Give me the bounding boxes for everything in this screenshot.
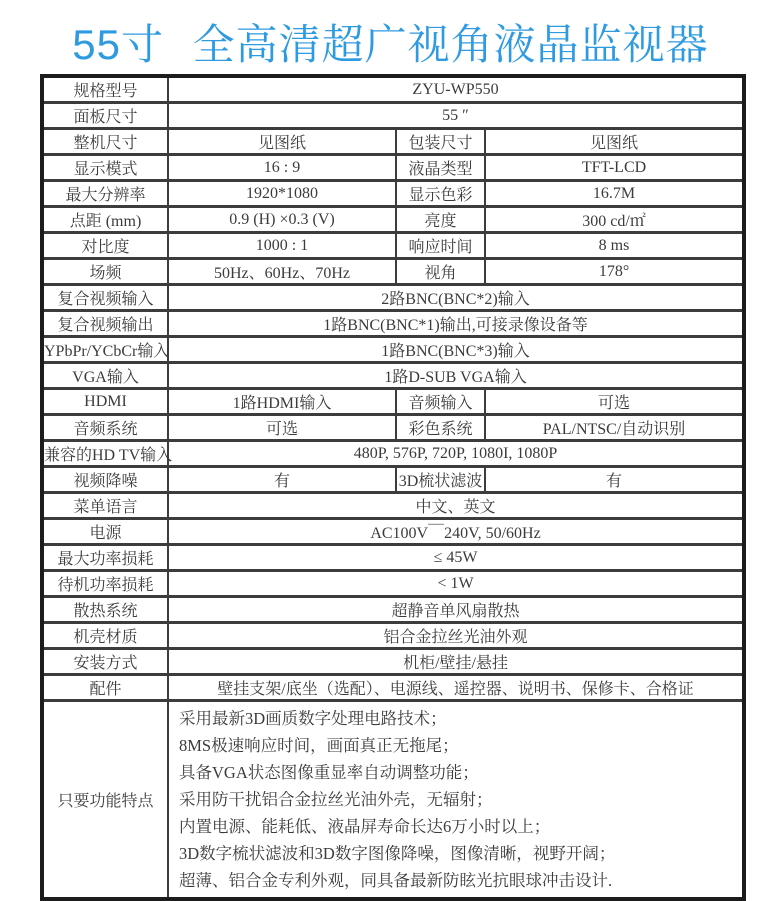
spec-value-cell: 300 cd/㎡: [485, 207, 744, 233]
spec-value-cell: 16 : 9: [168, 155, 396, 181]
spec-value-cell: 0.9 (H) ×0.3 (V): [168, 207, 396, 233]
spec-value-cell: 16.7M: [485, 181, 744, 207]
spec-label-cell: 复合视频输出: [42, 311, 168, 337]
spec-value-cell: 可选: [168, 415, 396, 441]
feature-line: 8MS极速响应时间，画面真正无拖尾；: [179, 736, 459, 755]
spec-label-cell: 视角: [396, 259, 485, 285]
spec-value-cell: 1路BNC(BNC*3)输入: [168, 337, 744, 363]
spec-value-cell: 1路D-SUB VGA输入: [168, 363, 744, 389]
table-row: [42, 363, 744, 389]
spec-value-cell: 1路BNC(BNC*1)输出,可接录像设备等: [168, 311, 744, 337]
table-row: [42, 155, 744, 181]
spec-label-cell: 规格型号: [42, 76, 168, 103]
table-row: [42, 545, 744, 571]
spec-label-cell: 菜单语言: [42, 493, 168, 519]
spec-value-cell: 有: [485, 467, 744, 493]
feature-line: 采用最新3D画质数字处理电路技术；: [179, 709, 447, 728]
spec-label-cell: 机壳材质: [42, 623, 168, 649]
table-row: [42, 337, 744, 363]
spec-label-cell: 点距 (mm): [42, 207, 168, 233]
features-value-cell: [168, 701, 744, 900]
feature-line: 内置电源、能耗低、液晶屏寿命长达6万小时以上；: [179, 817, 551, 836]
spec-label-cell: 待机功率损耗: [42, 571, 168, 597]
spec-label-cell: 液晶类型: [396, 155, 485, 181]
spec-label-cell: 对比度: [42, 233, 168, 259]
spec-label-cell: YPbPr/YCbCr输入: [42, 337, 168, 363]
table-row: [42, 441, 744, 467]
spec-label-cell: 配件: [42, 675, 168, 701]
table-row: [42, 649, 744, 675]
table-row: [42, 389, 744, 415]
spec-label-cell: 场频: [42, 259, 168, 285]
spec-label-cell: VGA输入: [42, 363, 168, 389]
table-row: [42, 207, 744, 233]
spec-label-cell: 显示色彩: [396, 181, 485, 207]
spec-label-cell: 兼容的HD TV输入: [42, 441, 168, 467]
spec-value-cell: 480P, 576P, 720P, 1080I, 1080P: [168, 441, 744, 467]
table-row: [42, 181, 744, 207]
spec-label-cell: 彩色系统: [396, 415, 485, 441]
spec-label-cell: 最大分辨率: [42, 181, 168, 207]
table-row: [42, 467, 744, 493]
table-row-features: [42, 701, 744, 900]
spec-label-cell: 最大功率损耗: [42, 545, 168, 571]
spec-value-cell: 55 ″: [168, 103, 744, 129]
spec-value-cell: 见图纸: [485, 129, 744, 155]
feature-line: 具备VGA状态图像重显率自动调整功能；: [179, 763, 479, 782]
spec-label-cell: 整机尺寸: [42, 129, 168, 155]
feature-line: 3D数字梳状滤波和3D数字图像降噪，图像清晰，视野开阔；: [179, 844, 616, 863]
spec-value-cell: 1路HDMI输入: [168, 389, 396, 415]
spec-value-cell: 1920*1080: [168, 181, 396, 207]
spec-value-cell: 铝合金拉丝光油外观: [168, 623, 744, 649]
spec-value-cell: ≤ 45W: [168, 545, 744, 571]
page-title: 55寸 全高清超广视角液晶监视器: [72, 21, 709, 68]
spec-value-cell: 2路BNC(BNC*2)输入: [168, 285, 744, 311]
table-row: [42, 285, 744, 311]
spec-value-cell: < 1W: [168, 571, 744, 597]
spec-label-cell: 响应时间: [396, 233, 485, 259]
table-row: [42, 415, 744, 441]
table-row: [42, 675, 744, 701]
spec-label-cell: 散热系统: [42, 597, 168, 623]
spec-label-cell: 电源: [42, 519, 168, 545]
spec-value-cell: 8 ms: [485, 233, 744, 259]
spec-value-cell: 178°: [485, 259, 744, 285]
table-row: [42, 311, 744, 337]
table-row: [42, 233, 744, 259]
table-row: [42, 103, 744, 129]
feature-line: 超薄、铝合金专利外观，同具备最新防眩光抗眼球冲击设计.: [179, 871, 613, 890]
spec-value-cell: 50Hz、60Hz、70Hz: [168, 259, 396, 285]
table-row: [42, 571, 744, 597]
spec-value-cell: PAL/NTSC/自动识别: [485, 415, 744, 441]
spec-label-cell: 安装方式: [42, 649, 168, 675]
spec-value-cell: TFT-LCD: [485, 155, 744, 181]
table-row: [42, 623, 744, 649]
spec-value-cell: 1000 : 1: [168, 233, 396, 259]
spec-value-cell: 机柜/壁挂/悬挂: [168, 649, 744, 675]
spec-label-cell: 面板尺寸: [42, 103, 168, 129]
spec-value-cell: ZYU-WP550: [168, 76, 744, 103]
feature-line: 采用防干扰铝合金拉丝光油外壳，无辐射；: [179, 790, 493, 809]
spec-value-cell: AC100V￣240V, 50/60Hz: [168, 519, 744, 545]
table-row: [42, 597, 744, 623]
table-row: [42, 519, 744, 545]
spec-table: [40, 74, 746, 901]
spec-label-cell: 复合视频输入: [42, 285, 168, 311]
spec-label-cell: HDMI: [42, 389, 168, 415]
spec-label-cell: 包装尺寸: [396, 129, 485, 155]
spec-label-cell: 显示模式: [42, 155, 168, 181]
spec-label-cell: 3D梳状滤波: [396, 467, 485, 493]
spec-label-cell: 音频系统: [42, 415, 168, 441]
table-row: [42, 493, 744, 519]
spec-label-cell: 只要功能特点: [42, 701, 168, 900]
spec-value-cell: 中文、英文: [168, 493, 744, 519]
spec-value-cell: 见图纸: [168, 129, 396, 155]
spec-label-cell: 音频输入: [396, 389, 485, 415]
table-row: [42, 259, 744, 285]
spec-value-cell: 有: [168, 467, 396, 493]
table-row: [42, 76, 744, 103]
spec-value-cell: 超静音单风扇散热: [168, 597, 744, 623]
spec-label-cell: 视频降噪: [42, 467, 168, 493]
spec-value-cell: 可选: [485, 389, 744, 415]
spec-label-cell: 亮度: [396, 207, 485, 233]
spec-value-cell: 壁挂支架/底坐（选配）、电源线、遥控器、说明书、保修卡、合格证: [168, 675, 744, 701]
table-row: [42, 129, 744, 155]
